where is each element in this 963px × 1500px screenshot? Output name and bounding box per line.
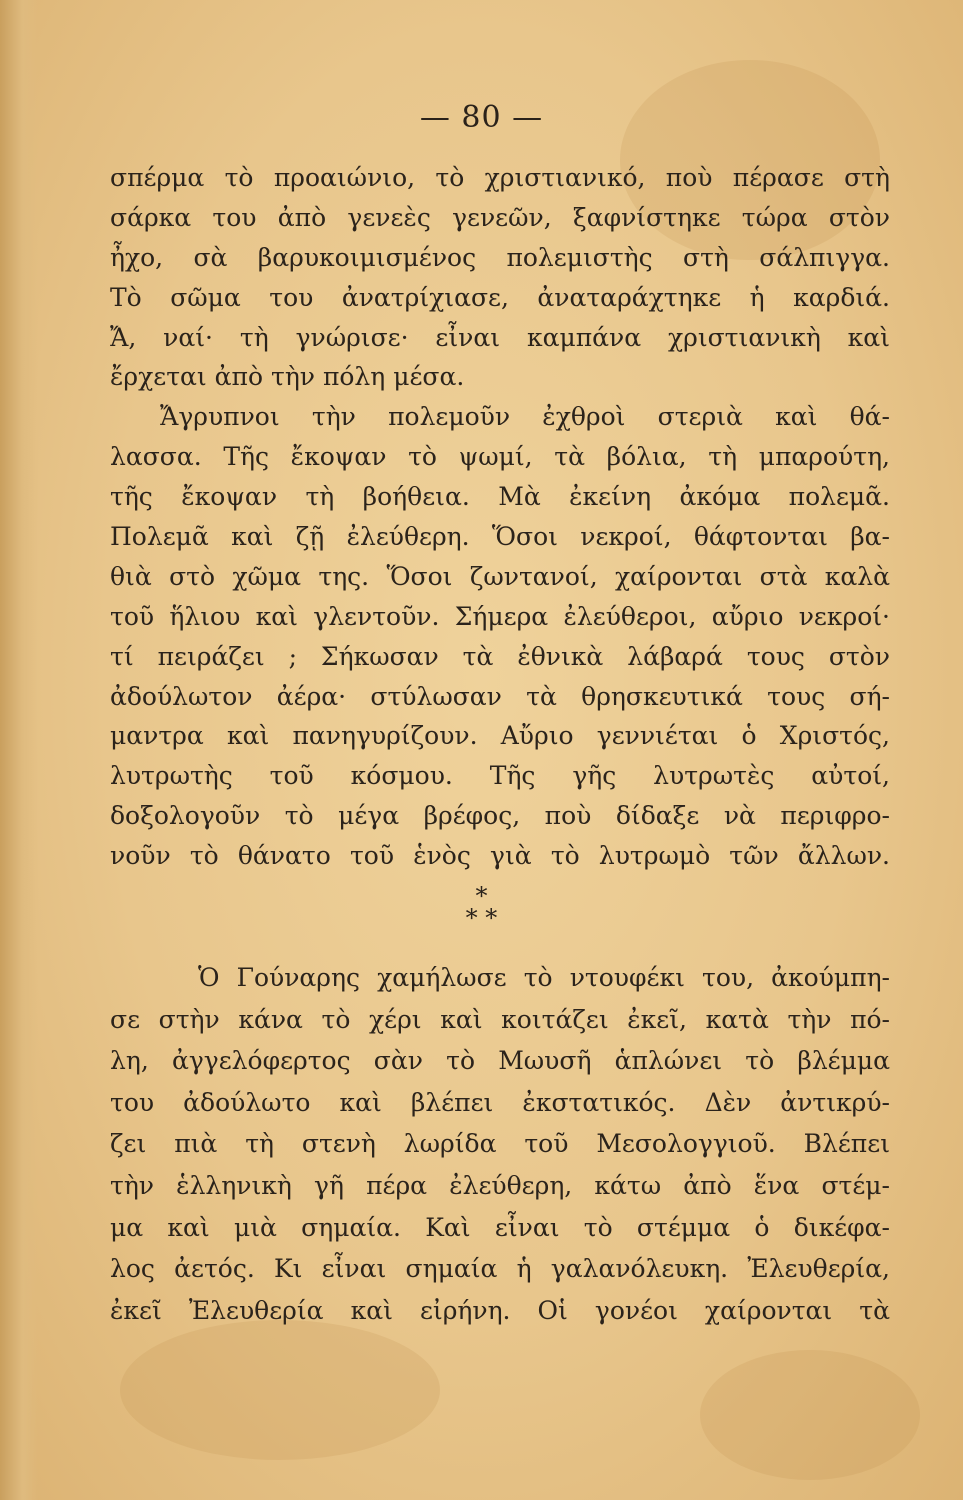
separator-asterisks-bottom: * * [465,904,498,932]
paper-stain [120,1320,440,1460]
text-line: λος ἀετός. Κι εἶναι σημαία ἡ γαλανόλευκη. Ἐλευθερία, [110,1254,890,1284]
text-line: λασσα. Τῆς ἔκοψαν τὸ ψωμί, τὰ βόλια, τὴ μπαρούτη, [110,442,890,472]
text-line: τοῦ ἥλιου καὶ γλεντοῦν. Σήμερα ἐλεύθεροι, αὔριο νεκροί· [110,601,890,631]
page-edge-shadow [0,0,38,1500]
text-line: Ὁ Γούναρης χαμήλωσε τὸ ντουφέκι του, ἀκούμπη- [198,963,890,992]
text-line: τὴν ἑλληνικὴ γῆ πέρα ἐλεύθερη, κάτω ἀπὸ ἕνα στέμ- [110,1170,890,1200]
page-number: — 80 — [419,100,544,135]
text-line: Τὸ σῶμα του ἀνατρίχιασε, ἀναταράχτηκε ἡ καρδιά. [110,282,890,312]
text-line: τῆς ἔκοψαν τὴ βοήθεια. Μὰ ἐκείνη ἀκόμα πολεμᾶ. [110,482,890,512]
text-line: ἐκεῖ Ἐλευθερία καὶ εἰρήνη. Οἱ γονέοι χαίρονται τὰ [110,1295,890,1325]
text-line: σάρκα του ἀπὸ γενεὲς γενεῶν, ξαφνίστηκε τώρα στὸν [110,202,890,232]
text-line: τί πειράζει ; Σήκωσαν τὰ ἐθνικὰ λάβαρά τους στὸν [110,641,890,671]
text-line: ζει πιὰ τὴ στενὴ λωρίδα τοῦ Μεσολογγιοῦ. Βλέπει [110,1129,890,1159]
text-line: θιὰ στὸ χῶμα της. Ὅσοι ζωντανοί, χαίρονται στὰ καλὰ [110,561,890,591]
text-line: μα καὶ μιὰ σημαία. Καὶ εἶναι τὸ στέμμα ὁ δικέφα- [110,1212,890,1242]
text-line: λη, ἀγγελόφερτος σὰν τὸ Μωυσῆ ἁπλώνει τὸ βλέμμα [110,1046,890,1076]
text-line: νοῦν τὸ θάνατο τοῦ ἑνὸς γιὰ τὸ λυτρωμὸ τῶν ἄλλων. [110,841,890,871]
text-line: δοξολογοῦν τὸ μέγα βρέφος, ποὺ δίδαξε νὰ περιφρο- [110,801,890,831]
text-line: ἔρχεται ἀπὸ τὴν πόλη μέσα. [110,362,465,392]
text-line: σε στὴν κάνα τὸ χέρι καὶ κοιτάζει ἐκεῖ, κατὰ τὴν πό- [110,1004,890,1034]
text-line: Ἄ, ναί· τὴ γνώρισε· εἶναι καμπάνα χριστιανικὴ καὶ [110,322,890,352]
paragraph-2 [110,957,890,1331]
text-line: Ἄγρυπνοι τὴν πολεμοῦν ἐχθροὶ στεριὰ καὶ θά- [160,402,890,432]
text-line: σπέρμα τὸ προαιώνιο, τὸ χριστιανικό, ποὺ πέρασε στὴ [110,163,890,192]
section-separator [0,882,963,932]
text-line: λυτρωτὴς τοῦ κόσμου. Τῆς γῆς λυτρωτὲς αὐτοί, [110,761,890,791]
text-line: Πολεμᾶ καὶ ζῇ ἐλεύθερη. Ὅσοι νεκροί, θάφτονται βα- [110,522,890,552]
text-line: μαντρα καὶ πανηγυρίζουν. Αὔριο γεννιέται ὁ Χριστός, [110,721,890,751]
paragraph-1 [110,158,890,876]
text-line: ἦχο, σὰ βαρυκοιμισμένος πολεμιστὴς στὴ σάλπιγγα. [110,242,890,272]
separator-asterisk-top: * [475,882,488,910]
text-line: ἀδούλωτον ἀέρα· στύλωσαν τὰ θρησκευτικά τους σή- [110,681,890,711]
paper-stain [700,1350,920,1480]
text-line: του ἀδούλωτο καὶ βλέπει ἐκστατικός. Δὲν ἀντικρύ- [110,1087,890,1117]
